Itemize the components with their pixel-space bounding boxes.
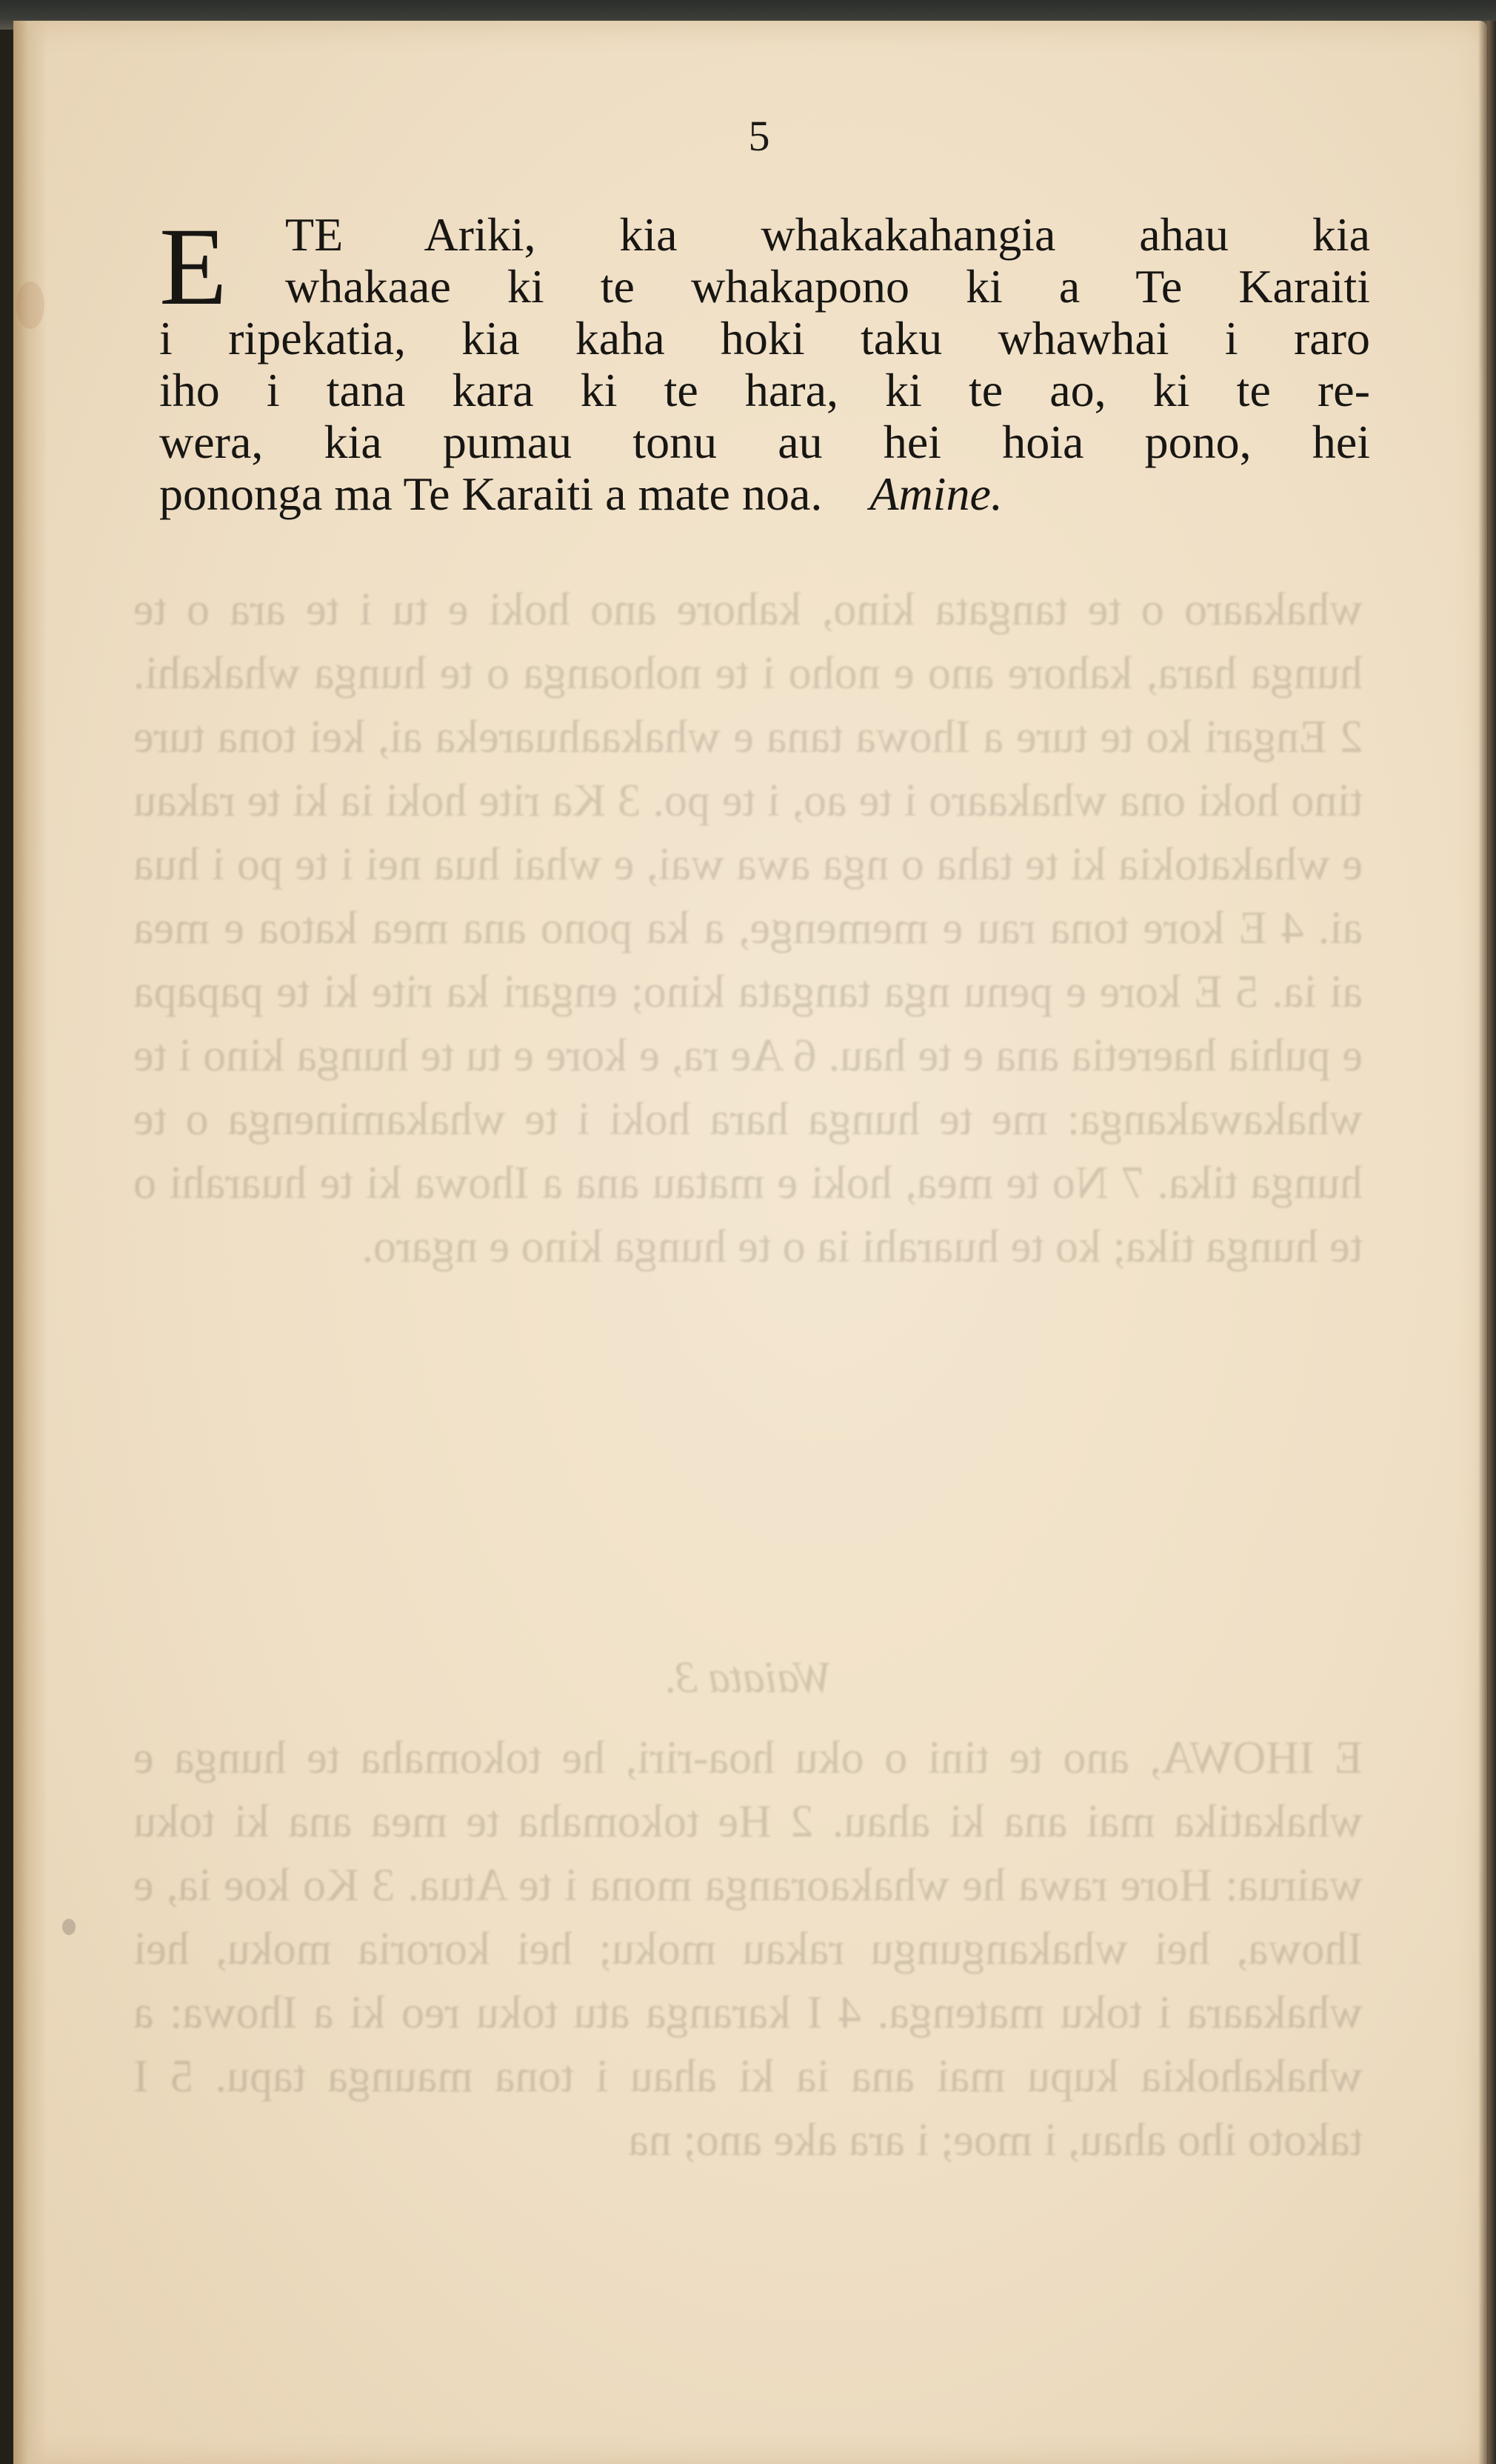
prayer-paragraph xyxy=(159,205,1370,520)
paper-mark xyxy=(62,1919,76,1935)
prayer-closing-amen: Amine. xyxy=(869,467,1003,520)
prayer-line-4: iho i tana kara ki te hara, ki te ao, ki te re- xyxy=(159,364,1370,416)
prayer-line-2: whakaae ki te whakapono ki a Te Karaiti xyxy=(285,260,1370,313)
drop-cap-letter: E xyxy=(159,205,227,328)
prayer-last-line: pononga ma Te Karaiti a mate noa. xyxy=(159,467,823,520)
prayer-line-6 xyxy=(159,468,1370,520)
page-gutter xyxy=(13,21,47,2464)
page-number: 5 xyxy=(748,112,770,160)
page-edge-shadow xyxy=(1478,21,1496,2464)
paper-stain xyxy=(16,282,44,329)
prayer-line-3: i ripekatia, kia kaha hoki taku whawhai i raro xyxy=(159,312,1370,364)
prayer-line-1: TE Ariki, kia whakakahangia ahau kia xyxy=(285,208,1370,261)
prayer-line-5: wera, kia pumau tonu au hei hoia pono, hei xyxy=(159,416,1370,468)
